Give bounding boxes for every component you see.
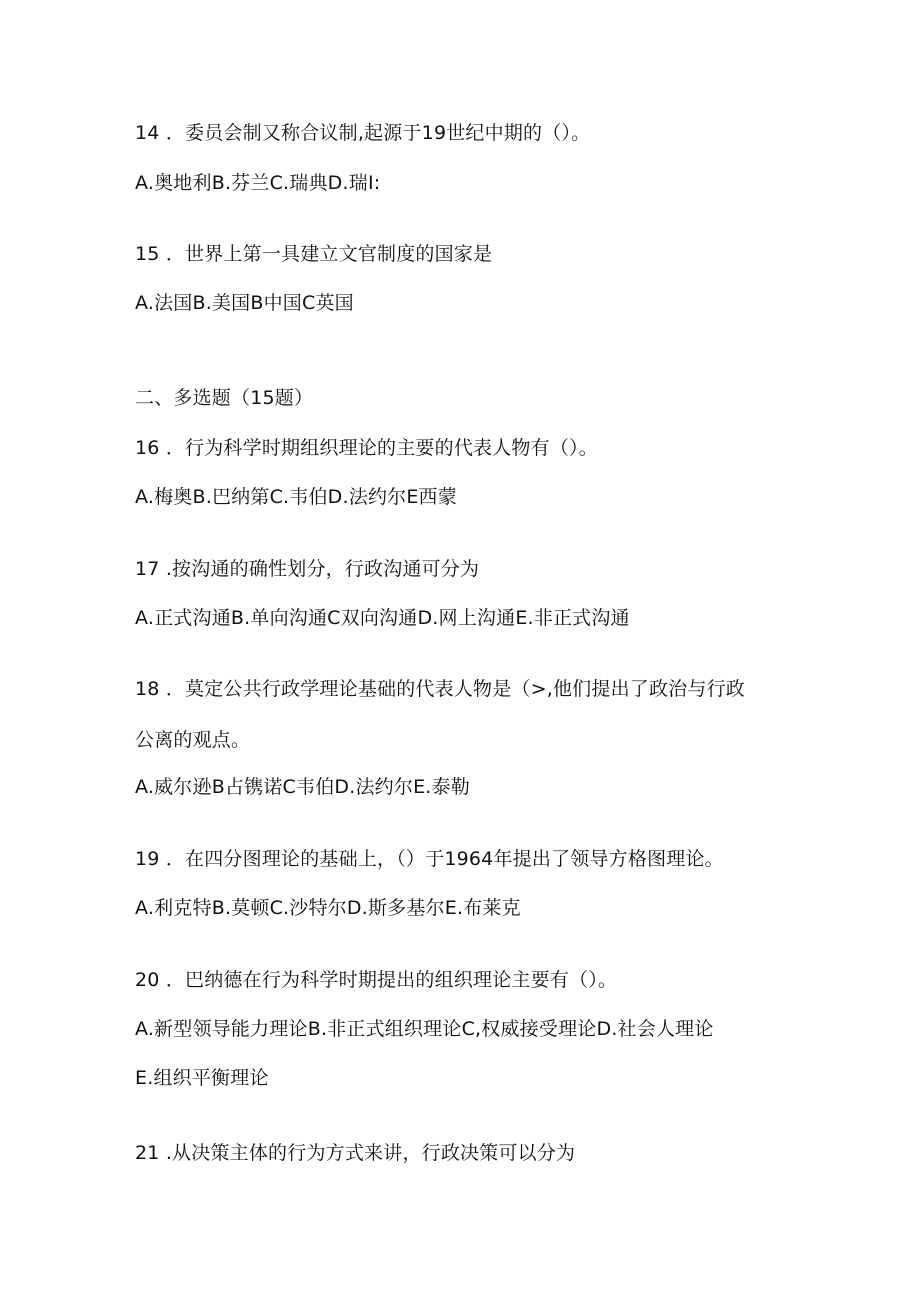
question-18-stem-cont: 公离的观点。 (135, 729, 251, 751)
question-20-options: A.新型领导能力理论B.非正式组织理论C,权威接受理论D.社会人理论 (135, 1018, 714, 1040)
question-15-stem: 15 ．世界上第一具建立文官制度的国家是 (135, 243, 493, 265)
question-15-options: A.法国B.美国B中国C英国 (135, 292, 354, 314)
question-16-stem: 16 ．行为科学时期组织理论的主要的代表人物有（）。 (135, 437, 598, 459)
question-18-stem: 18 ．莫定公共行政学理论基础的代表人物是（>,他们提出了政治与行政 (135, 678, 745, 700)
question-20-stem: 20 ．巴纳德在行为科学时期提出的组织理论主要有（）。 (135, 969, 618, 991)
question-17-options: A.正式沟通B.单向沟通C双向沟通D.网上沟通E.非正式沟通 (135, 607, 630, 629)
question-19-stem: 19 ．在四分图理论的基础上，（）于1964年提出了领导方格图理论。 (135, 848, 724, 870)
question-14-options: A.奥地利B.芬兰C.瑞典D.瑞I: (135, 172, 381, 194)
question-16-options: A.梅奥B.巴纳第C.韦伯D.法约尔E西蒙 (135, 486, 457, 508)
question-14-stem: 14 ．委员会制又称合议制,起源于19世纪中期的（）。 (135, 122, 591, 144)
section-heading: 二、多选题（15题） (135, 387, 314, 409)
question-20-options-cont: E.组织平衡理论 (135, 1067, 269, 1089)
question-19-options: A.利克特B.莫顿C.沙特尔D.斯多基尔E.布莱克 (135, 897, 521, 919)
question-18-options: A.威尔逊B占镌诺C韦伯D.法约尔E.泰勒 (135, 776, 470, 798)
question-17-stem: 17 .按沟通的确性划分，行政沟通可分为 (135, 558, 480, 580)
question-21-stem: 21 .从决策主体的行为方式来讲，行政决策可以分为 (135, 1142, 576, 1164)
